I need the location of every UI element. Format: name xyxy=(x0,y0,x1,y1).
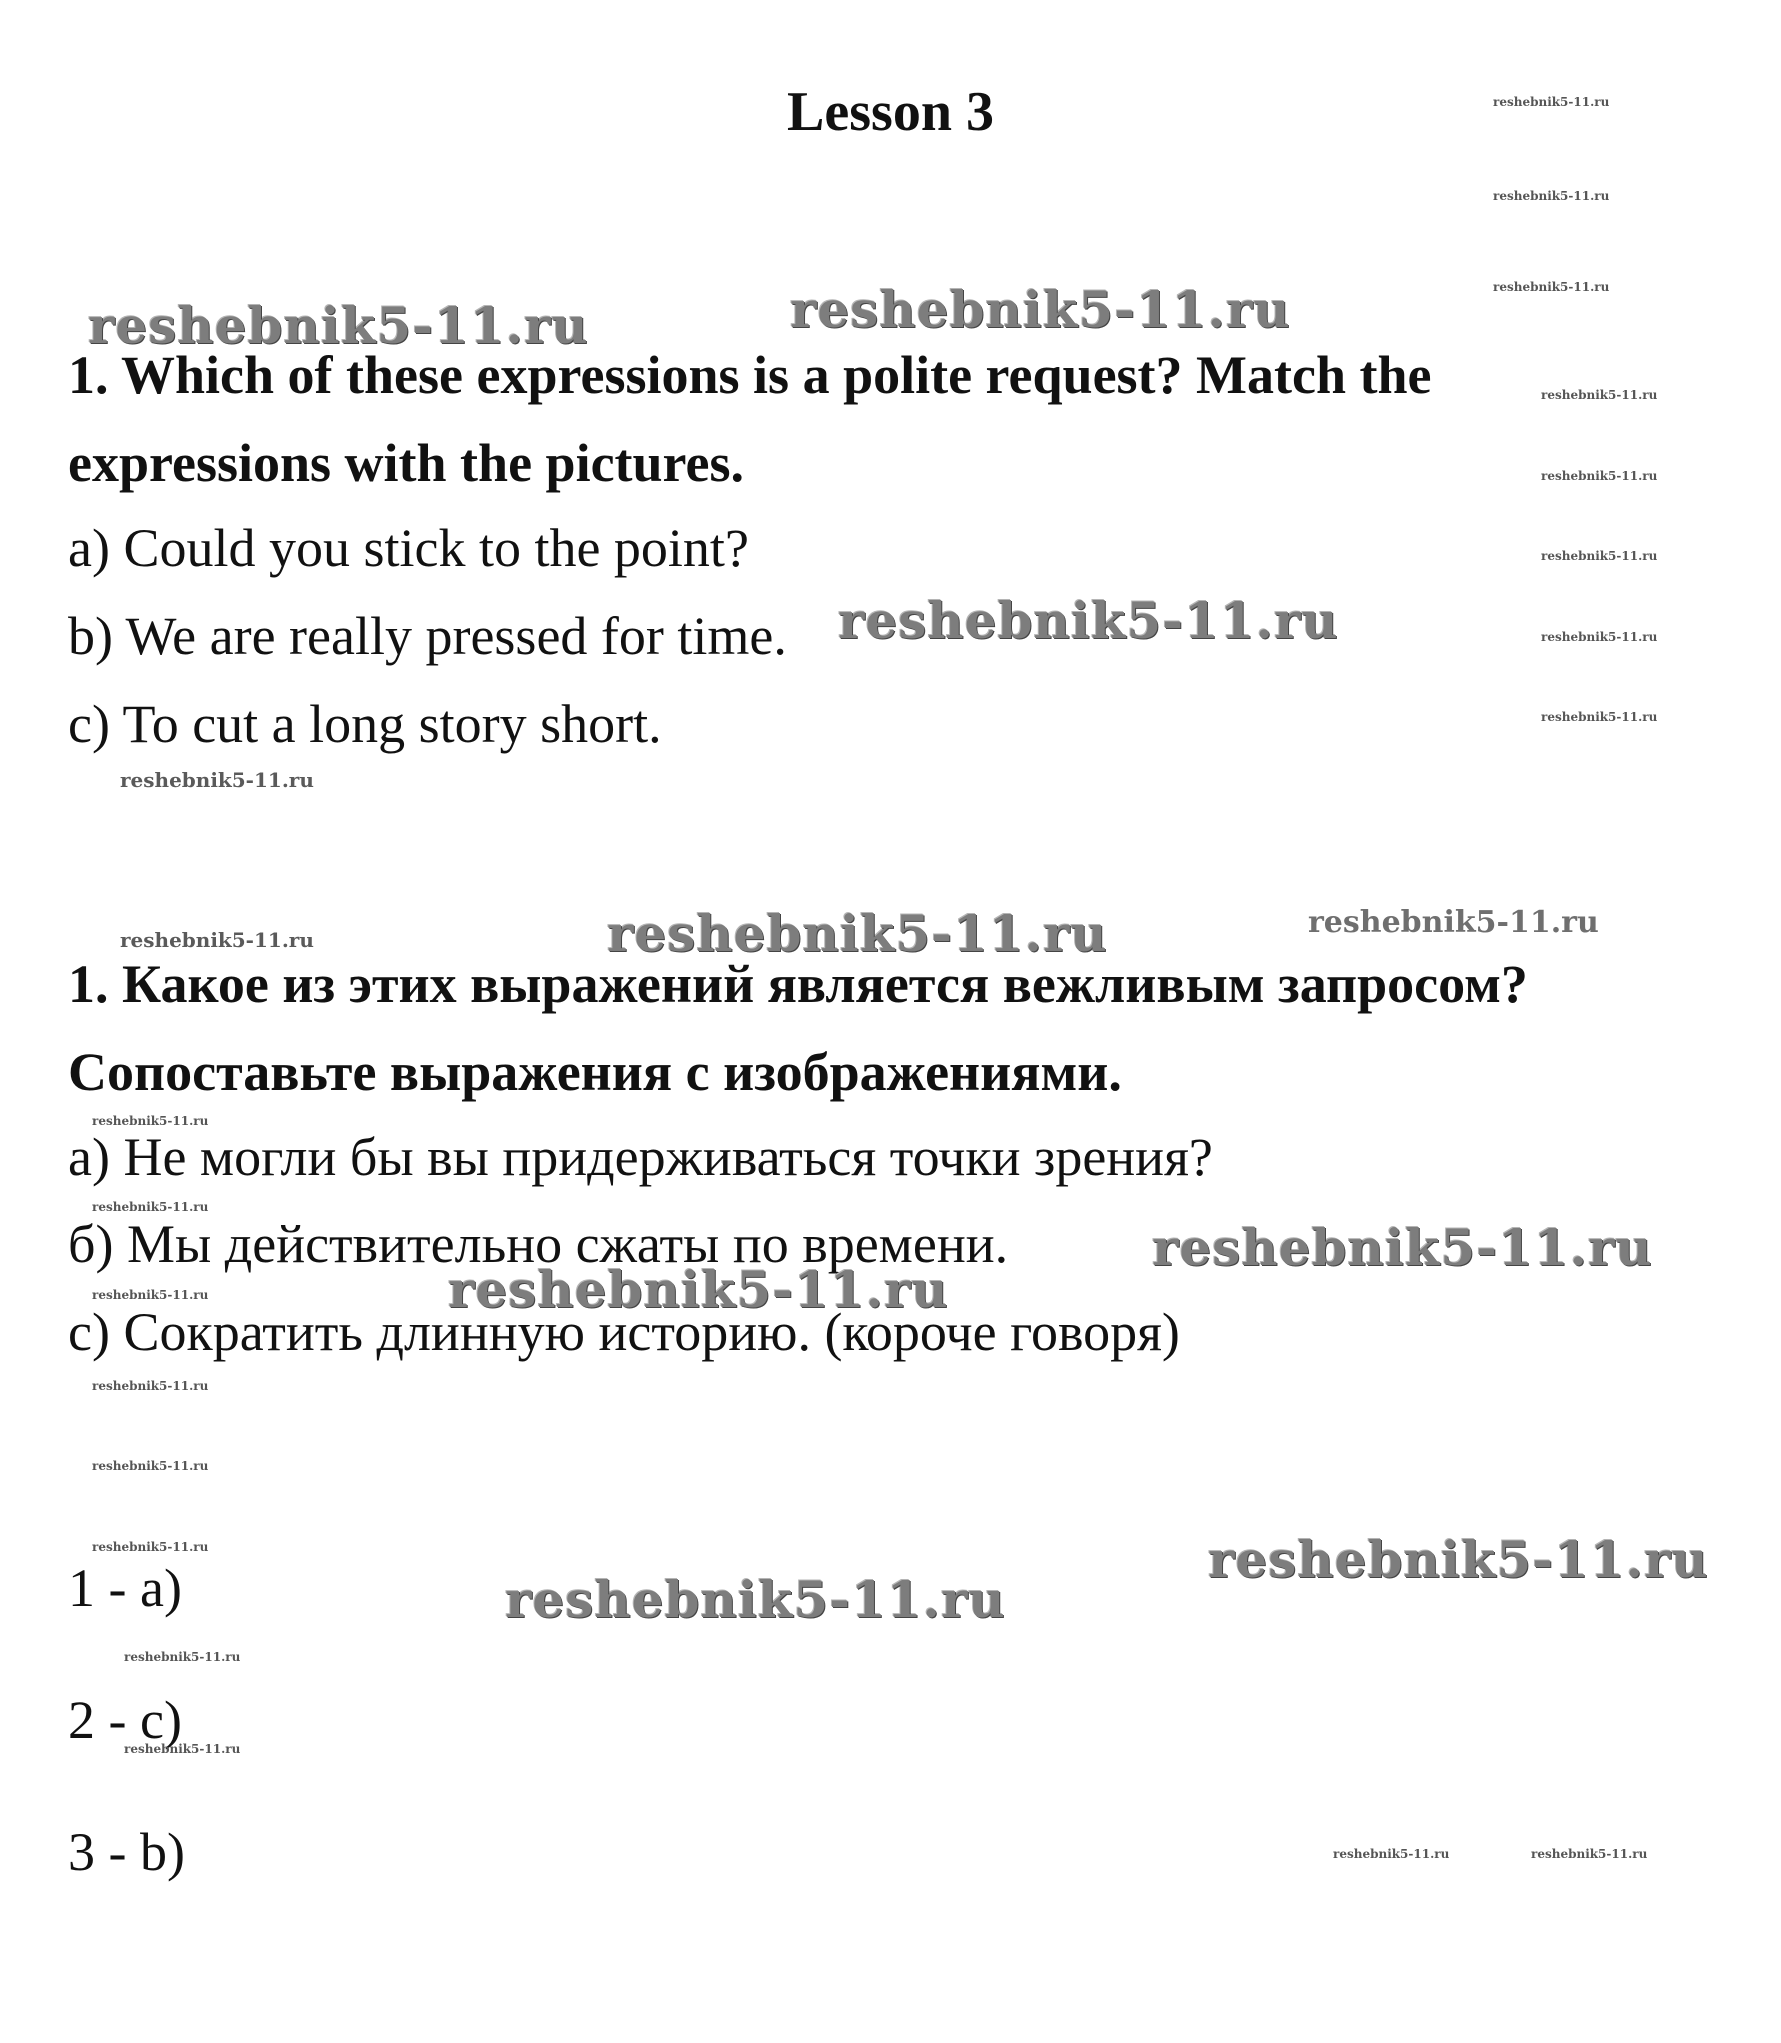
watermark: reshebnik5-11.ru xyxy=(88,296,589,355)
answer-2: 2 - c) xyxy=(68,1690,182,1750)
watermark: reshebnik5-11.ru xyxy=(607,904,1108,963)
watermark: reshebnik5-11.ru xyxy=(448,1260,949,1319)
option-en-b: b) We are really pressed for time. xyxy=(68,606,787,666)
task-heading-ru-line1: 1. Какое из этих выражений является вежливым запросом? xyxy=(68,954,1528,1014)
watermark: reshebnik5-11.ru xyxy=(1152,1218,1653,1277)
option-en-c: c) To cut a long story short. xyxy=(68,694,662,754)
watermark: reshebnik5-11.ru xyxy=(92,1540,209,1554)
watermark: reshebnik5-11.ru xyxy=(1493,189,1610,203)
watermark: reshebnik5-11.ru xyxy=(1541,469,1658,483)
watermark: reshebnik5-11.ru xyxy=(1308,905,1599,940)
watermark: reshebnik5-11.ru xyxy=(124,1742,241,1756)
watermark: reshebnik5-11.ru xyxy=(1541,630,1658,644)
watermark: reshebnik5-11.ru xyxy=(120,928,314,952)
option-ru-c: с) Сократить длинную историю. (короче говоря) xyxy=(68,1302,1180,1362)
task-heading-en-line2: expressions with the pictures. xyxy=(68,433,745,493)
watermark: reshebnik5-11.ru xyxy=(1333,1847,1450,1861)
watermark: reshebnik5-11.ru xyxy=(505,1570,1006,1629)
task-heading-en-line1: 1. Which of these expressions is a polite request? Match the xyxy=(68,345,1432,405)
answer-1: 1 - a) xyxy=(68,1558,182,1618)
watermark: reshebnik5-11.ru xyxy=(1493,280,1610,294)
answer-3: 3 - b) xyxy=(68,1822,185,1882)
option-en-a: a) Could you stick to the point? xyxy=(68,518,749,578)
watermark: reshebnik5-11.ru xyxy=(120,768,314,792)
watermark: reshebnik5-11.ru xyxy=(92,1114,209,1128)
watermark: reshebnik5-11.ru xyxy=(1541,710,1658,724)
watermark: reshebnik5-11.ru xyxy=(1541,549,1658,563)
option-ru-a: а) Не могли бы вы придерживаться точки зрения? xyxy=(68,1127,1213,1187)
option-ru-b: б) Мы действительно сжаты по времени. xyxy=(68,1214,1009,1274)
watermark: reshebnik5-11.ru xyxy=(1541,388,1658,402)
watermark: reshebnik5-11.ru xyxy=(1531,1847,1648,1861)
watermark: reshebnik5-11.ru xyxy=(1493,95,1610,109)
watermark: reshebnik5-11.ru xyxy=(92,1288,209,1302)
watermark: reshebnik5-11.ru xyxy=(790,280,1291,339)
watermark: reshebnik5-11.ru xyxy=(92,1200,209,1214)
watermark: reshebnik5-11.ru xyxy=(1208,1530,1709,1589)
watermark: reshebnik5-11.ru xyxy=(124,1650,241,1664)
watermark: reshebnik5-11.ru xyxy=(92,1459,209,1473)
watermark: reshebnik5-11.ru xyxy=(838,591,1339,650)
task-heading-ru-line2: Сопоставьте выражения с изображениями. xyxy=(68,1042,1122,1102)
page-title: Lesson 3 xyxy=(787,81,994,143)
watermark: reshebnik5-11.ru xyxy=(92,1379,209,1393)
